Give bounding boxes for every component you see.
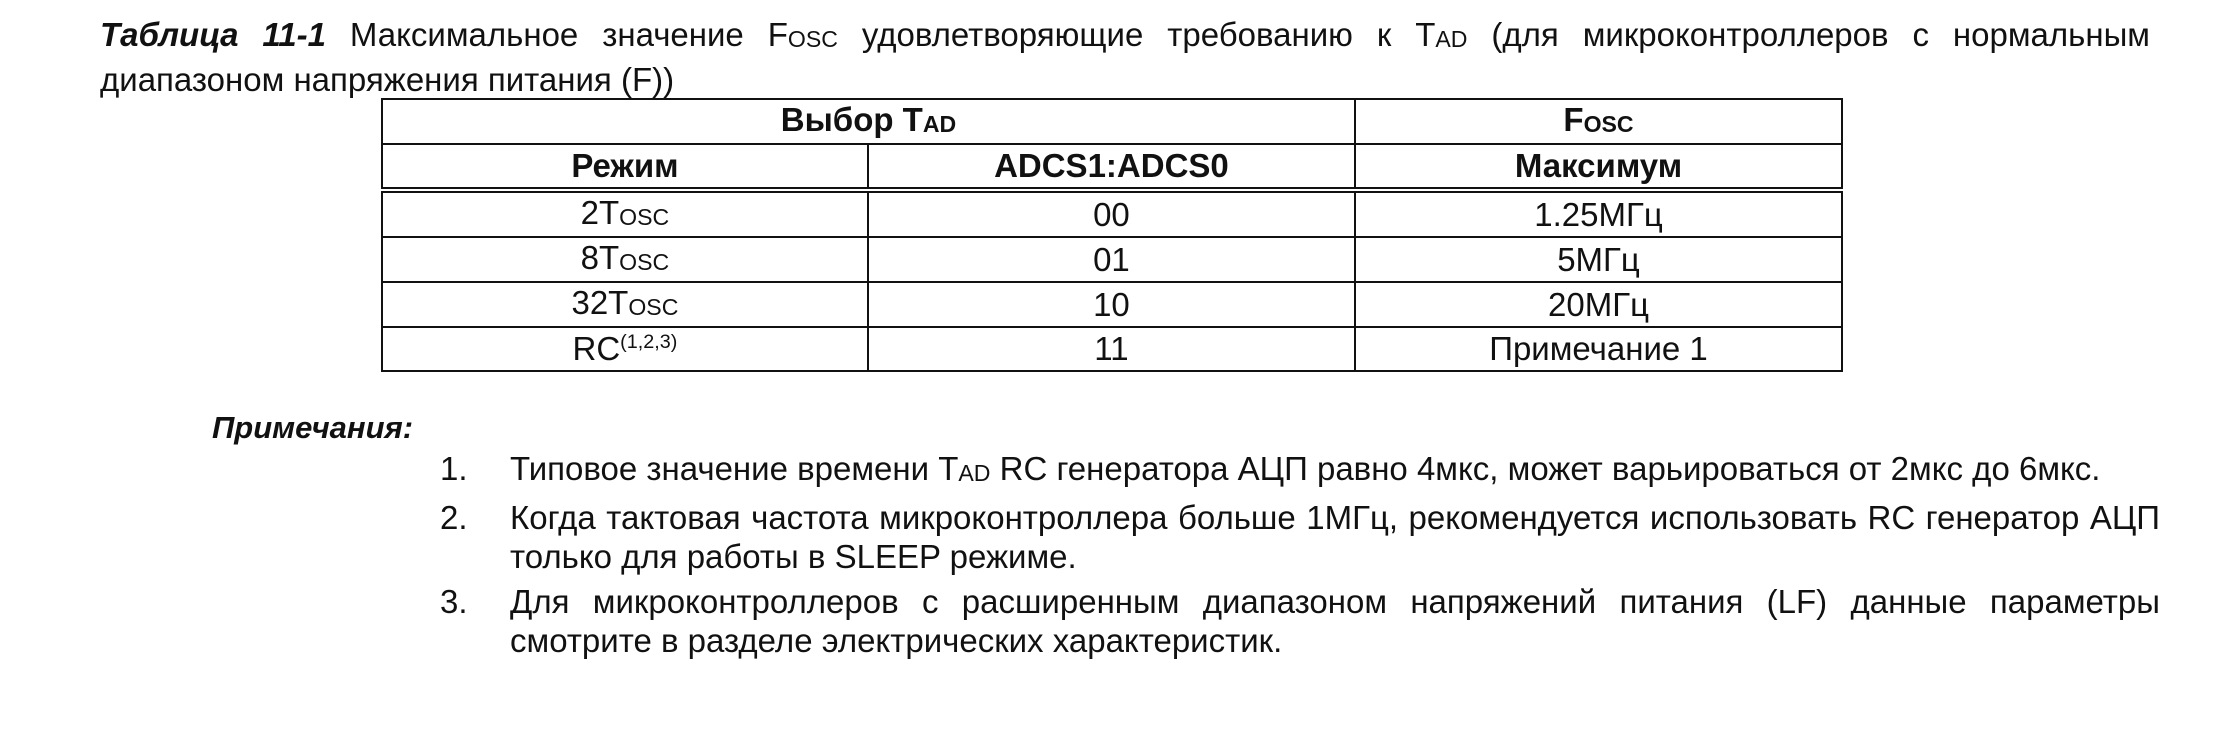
cell-adcs: 11 [868, 327, 1355, 371]
notes-heading: Примечания: [212, 410, 414, 445]
notes-list [440, 449, 2160, 666]
caption-tad-sub: AD [1435, 26, 1468, 53]
header-adcs: ADCS1:ADCS0 [868, 144, 1355, 190]
group-header-fosc: FOSC [1355, 99, 1842, 144]
cell-adcs: 01 [868, 237, 1355, 282]
list-item [440, 498, 2160, 576]
caption-text-2: удовлетворяющие требованию к T [837, 16, 1436, 53]
group-header-tad: Выбор TAD [382, 99, 1355, 144]
cell-mode: 32TOSC [382, 282, 868, 327]
list-item [440, 582, 2160, 660]
note-number: 2. [440, 499, 468, 536]
note-text: Когда тактовая частота микроконтроллера больше 1МГц, рекомендуется использовать RC генератор АЦП только для работы в SLEEP режиме. [510, 499, 2160, 575]
caption-text-1: Максимальное значение F [325, 16, 788, 53]
cell-max: Примечание 1 [1355, 327, 1842, 371]
tad-selection-table [381, 98, 1843, 372]
cell-mode: 8TOSC [382, 237, 868, 282]
table-caption [100, 14, 2150, 100]
cell-adcs: 00 [868, 190, 1355, 237]
note-text: Типовое значение времени TAD RC генератора АЦП равно 4мкс, может варьироваться от 2мкс до 6мкс. [510, 450, 2101, 487]
note-number: 1. [440, 450, 468, 487]
cell-max: 1.25МГц [1355, 190, 1842, 237]
cell-adcs: 10 [868, 282, 1355, 327]
header-max: Максимум [1355, 144, 1842, 190]
table-row [382, 282, 1842, 327]
table-group-header-row [382, 99, 1842, 144]
cell-mode: RC$^{(1,2,3)}$ [382, 327, 868, 371]
cell-mode: 2TOSC [382, 190, 868, 237]
note-text: Для микроконтроллеров с расширенным диапазоном напряжений питания (LF) данные параметры смотрите в разделе электрических характеристик. [510, 583, 2160, 659]
caption-text-3: (для микроконтроллеров с нормальным диапазоном напряжения питания (F)) [100, 16, 2150, 98]
table-header-row [382, 144, 1842, 190]
cell-max: 20МГц [1355, 282, 1842, 327]
caption-title: Таблица 11-1 [100, 16, 326, 53]
note-number: 3. [440, 583, 468, 620]
list-item [440, 449, 2160, 492]
caption-fosc-sub: OSC [787, 26, 838, 53]
cell-max: 5МГц [1355, 237, 1842, 282]
table-row [382, 237, 1842, 282]
header-mode: Режим [382, 144, 868, 190]
table-row [382, 190, 1842, 237]
table-row [382, 327, 1842, 371]
